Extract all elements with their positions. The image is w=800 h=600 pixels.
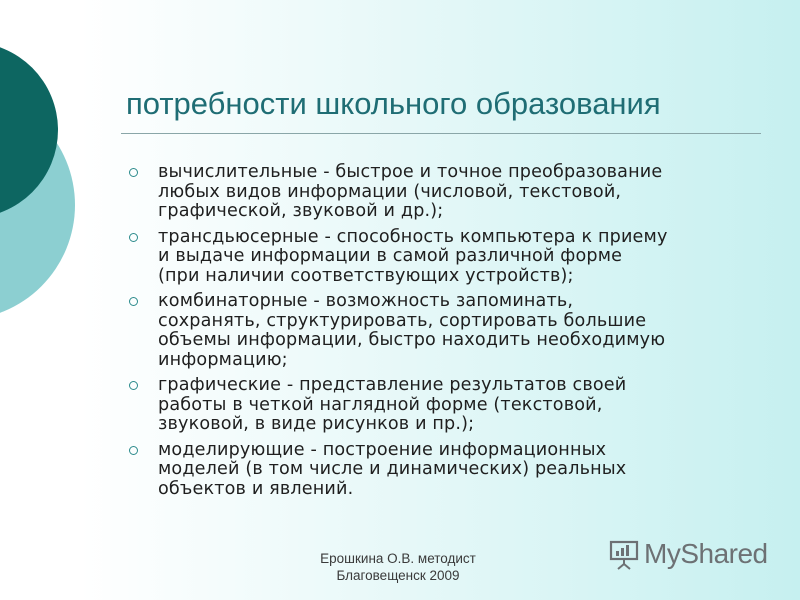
list-item xyxy=(128,441,768,500)
title-divider xyxy=(121,133,761,134)
footer-place-year: Благовещенск 2009 xyxy=(336,568,460,583)
footer-author: Ерошкина О.В. методист xyxy=(320,551,476,566)
list-item-text: вычислительные - быстрое и точное преобразование любых видов информации (числовой, текстовой, графической, звуковой и др.); xyxy=(158,162,663,221)
list-item xyxy=(128,163,768,222)
ring-bullet-icon xyxy=(129,297,138,306)
ring-bullet-icon xyxy=(129,446,138,455)
slide-title: потребности школьного образования xyxy=(126,86,661,121)
bullet-list xyxy=(128,163,768,505)
list-item-text: комбинаторные - возможность запоминать, сохранять, структурировать, сортировать большие объемы информации, быстро находить необходимую информацию; xyxy=(158,291,666,370)
ring-bullet-icon xyxy=(129,168,138,177)
list-item xyxy=(128,292,768,370)
decorative-circles xyxy=(0,0,140,340)
list-item-text: трансдьюсерные - способность компьютера к приему и выдаче информации в самой различной форме (при наличии соответствующих устройств); xyxy=(158,226,668,286)
ring-bullet-icon xyxy=(129,233,138,242)
list-item-text: графические - представление результатов своей работы в четкой наглядной форме (текстовой, звуковой, в виде рисунков и пр.); xyxy=(158,375,627,434)
list-item-text: моделирующие - построение информационных моделей (в том числе и динамических) реальных объектов и явлений. xyxy=(158,439,627,499)
presentation-board-icon xyxy=(608,538,640,570)
logo-text: MyShared xyxy=(644,538,768,569)
list-item xyxy=(128,376,768,435)
ring-bullet-icon xyxy=(129,381,138,390)
slide-footer xyxy=(298,550,498,584)
myshared-logo[interactable] xyxy=(608,538,768,570)
list-item xyxy=(128,228,768,287)
